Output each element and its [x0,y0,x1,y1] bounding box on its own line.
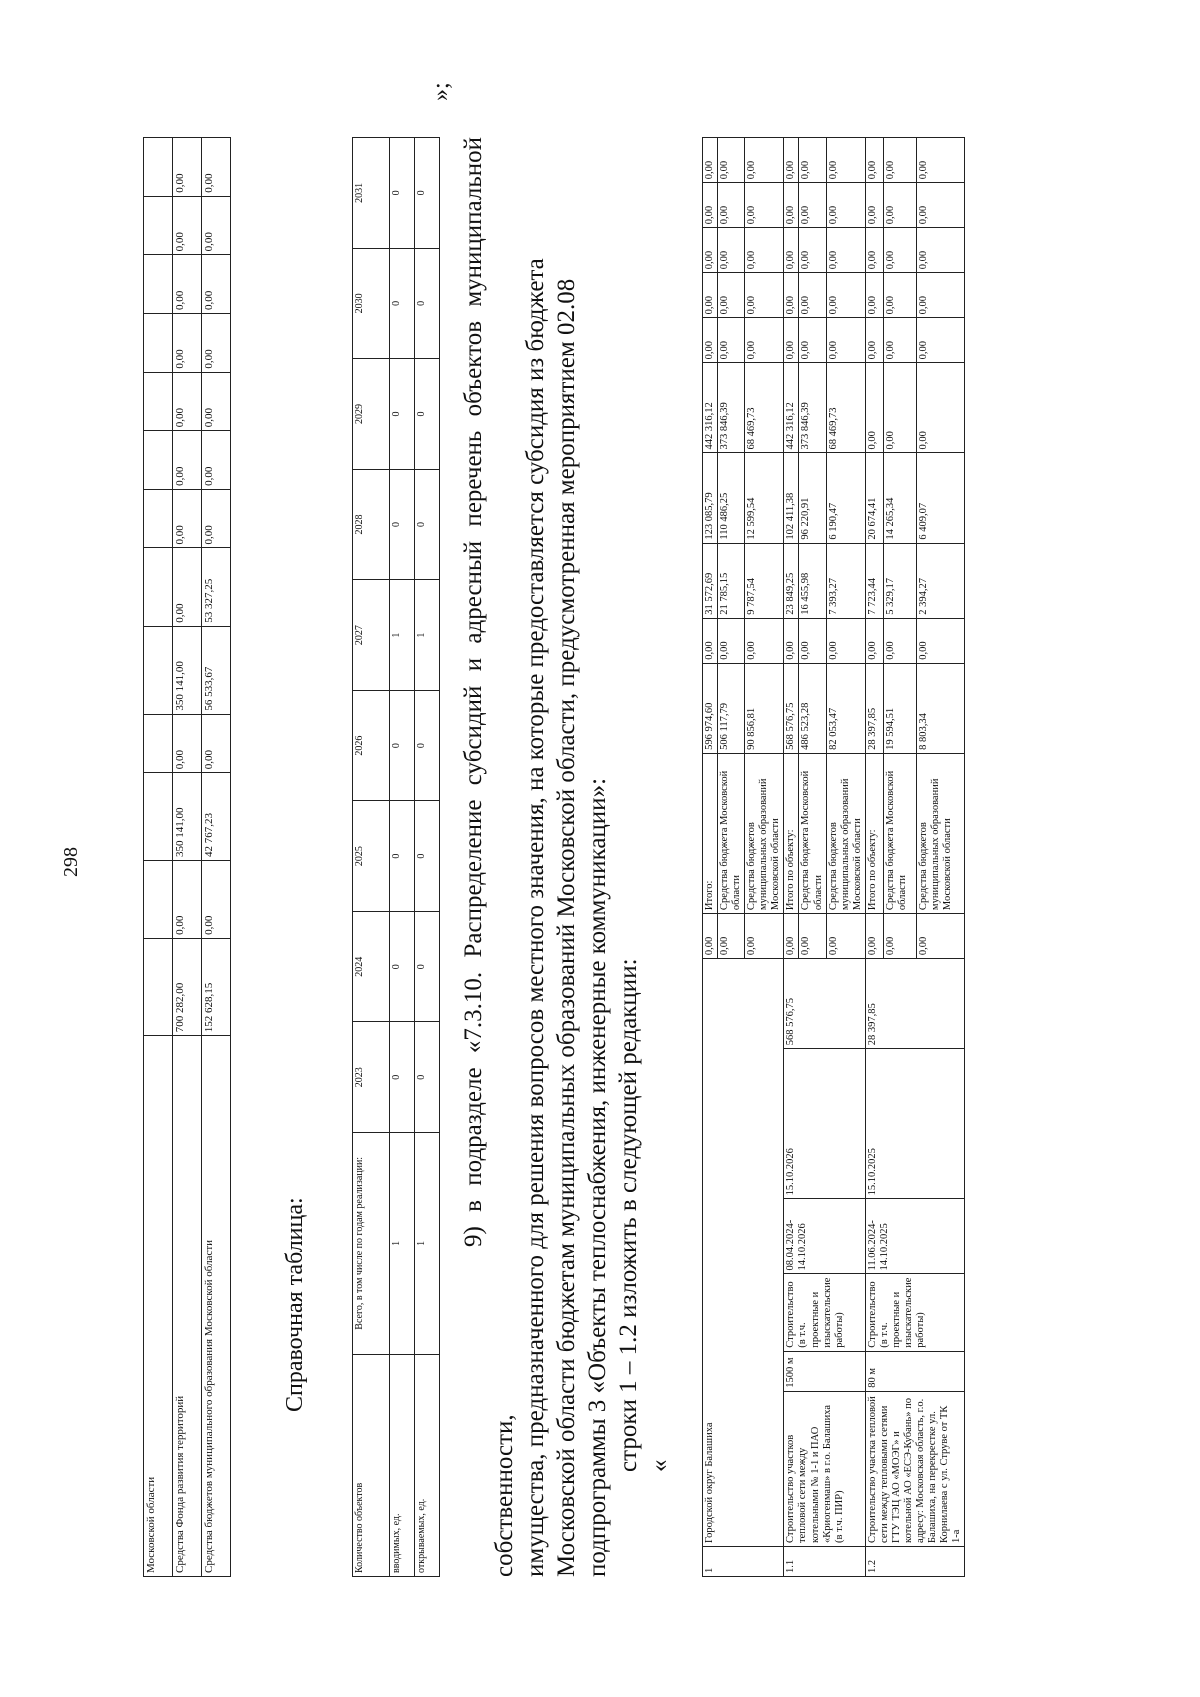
table-cell: 0,00 [917,914,965,959]
table-cell: 2 394,27 [917,543,965,618]
table-cell: 0,00 [202,138,231,197]
table-cell: 0,00 [884,228,917,273]
table-cell: 0,00 [718,914,745,959]
funding-source: Средства бюджета Московской области [718,753,745,913]
table-row [173,138,202,1577]
table-cell: 0,00 [865,183,883,228]
table-cell: 0,00 [745,183,784,228]
table-cell: 0,00 [784,228,799,273]
table-cell: 21 785,15 [718,543,745,618]
table-cell: 373 846,39 [718,363,745,453]
table-cell: 0,00 [799,618,826,663]
table-cell: 0,00 [745,273,784,318]
table-header-row [353,138,390,1577]
table-cell: 0,00 [745,914,784,959]
table-cell: 102 411,38 [784,453,799,543]
table-cell: 0,00 [826,183,865,228]
column-header: 2027 [353,580,390,691]
column-header: Всего, в том числе по годам реализации: [353,1133,390,1355]
reference-table [352,137,440,1577]
table-cell: 31 572,69 [703,543,718,618]
table-cell: 0,00 [703,183,718,228]
table-cell: 568 576,75 [784,663,799,753]
table-cell: 0,00 [718,318,745,363]
table-cell [144,489,173,548]
table-cell: 28 397,85 [865,663,883,753]
funding-source: Средства бюджетов муниципальных образований Московской области [917,753,965,913]
table-cell [144,773,173,861]
work-type: Строительство (в т.ч. проектные и изыскательские работы) [784,1274,865,1351]
table-cell: 0,00 [202,196,231,255]
table-cell: 1 [390,580,415,691]
row-label: Средства бюджетов муниципального образования Московской области [202,1036,231,1577]
table-cell: 0,00 [784,273,799,318]
table-cell: 82 053,47 [826,663,865,753]
table-cell: 442 316,12 [784,363,799,453]
table-cell: 42 767,23 [202,773,231,861]
table-cell: 0,00 [173,431,202,490]
table-cell: 0,00 [884,318,917,363]
municipality-title: Городской округ Балашиха [703,959,784,1547]
table-cell: 56 533,67 [202,626,231,714]
table-cell: 90 856,81 [745,663,784,753]
table-cell: 0 [390,138,415,249]
table-row [390,138,415,1577]
table-cell: 0,00 [865,914,883,959]
table-cell: 0,00 [799,138,826,183]
table-cell: 0,00 [917,228,965,273]
table-cell: 0,00 [917,273,965,318]
table-cell: 0,00 [173,489,202,548]
table-cell: 0,00 [703,914,718,959]
table-cell: 0,00 [173,714,202,773]
table-cell: 0,00 [865,318,883,363]
table-cell: 0 [415,801,440,912]
table-cell: 0 [390,690,415,801]
table-row [784,138,799,1577]
table-cell: 23 849,25 [784,543,799,618]
column-header: 2028 [353,469,390,580]
table-cell: 0,00 [745,318,784,363]
table-cell: 0,00 [173,313,202,372]
table-cell: 0,00 [917,363,965,453]
table-cell: 0 [390,469,415,580]
table-cell: 0,00 [703,273,718,318]
column-header: 2029 [353,359,390,470]
table-cell: 0,00 [703,318,718,363]
table-cell [144,548,173,626]
object-name: Строительство участка тепловой сети между тепловыми сетями ГТУ ТЭЦ АО «МОЭГ» и котельной АО «ЕСЭ-Кубань» по адресу: Московская область, г.о. Балашиха, на перекрестке ул. Корнилаева с ул. Струве от ТК 1-а [865,1391,965,1546]
column-header: 2023 [353,1022,390,1133]
column-header: 2026 [353,690,390,801]
table-cell: 0,00 [202,431,231,490]
table-cell: 123 085,79 [703,453,718,543]
table-cell: 486 523,28 [799,663,826,753]
table-cell [144,372,173,431]
reference-caption: Справочная таблица: [282,1197,308,1412]
table-cell: 0 [390,911,415,1022]
table-cell: 1 [415,580,440,691]
table-cell: 0,00 [784,183,799,228]
opening-date: 15.10.2025 [865,1049,965,1199]
table-cell: 0,00 [826,914,865,959]
row-label: вводимых, ед. [390,1354,415,1576]
funding-source: Средства бюджета Московской области [884,753,917,913]
object-capacity: 1500 м [784,1351,865,1391]
table-cell: 596 974,60 [703,663,718,753]
table-cell: 0,00 [826,138,865,183]
table-cell [144,313,173,372]
table-cell: 7 393,27 [826,543,865,618]
table-cell: 0 [415,359,440,470]
table-cell [144,138,173,197]
table-cell: 7 723,44 [865,543,883,618]
table-cell: 0 [390,1022,415,1133]
table-cell: 0,00 [799,318,826,363]
table-cell: 0,00 [784,318,799,363]
table-cell: 0,00 [884,914,917,959]
paragraph-line: Московской области бюджетам муниципальных образований Московской области, предусмотренная мероприятием 02.08 [553,278,580,1577]
table-cell: 0 [390,248,415,359]
table-cell: 0,00 [917,138,965,183]
table-row [144,138,173,1577]
page-number: 298 [60,847,82,877]
table-cell: 0,00 [173,861,202,939]
table-cell: 0,00 [202,489,231,548]
table-cell: 0,00 [718,273,745,318]
row-number: 1 [703,1546,784,1576]
row-label: открываемых, ед. [415,1354,440,1576]
closing-quote-mark: »; [428,82,454,101]
table-cell [144,714,173,773]
table-cell: 0,00 [826,228,865,273]
table-cell: 0,00 [865,138,883,183]
column-header: 2024 [353,911,390,1022]
paragraph-line: строки 1 – 1.2 изложить в следующей редакции: [615,958,642,1472]
table-cell: 0,00 [784,138,799,183]
table-cell: 506 117,79 [718,663,745,753]
table-cell [144,861,173,939]
table-cell [144,255,173,314]
table-cell: 0,00 [884,138,917,183]
row-label: Московской области [144,1036,173,1577]
table-cell: 442 316,12 [703,363,718,453]
table-cell: 0,00 [799,183,826,228]
row-number: 1.2 [865,1546,965,1576]
table-cell [144,431,173,490]
paragraph-line: имущества, предназначенного для решения вопросов местного значения, на которые предоставляется субсидия из бюджета [522,258,549,1577]
table-cell: 0 [415,138,440,249]
table-cell: 0,00 [173,548,202,626]
table-cell: 0,00 [745,138,784,183]
table-row [703,138,718,1577]
table-cell: 12 599,54 [745,453,784,543]
object-capacity: 80 м [865,1351,965,1391]
table-cell: 0 [415,1022,440,1133]
funding-source: Средства бюджетов муниципальных образований Московской области [745,753,784,913]
table-cell: 5 329,17 [884,543,917,618]
table-cell: 0,00 [718,183,745,228]
table-cell: 16 455,98 [799,543,826,618]
table-cell: 53 327,25 [202,548,231,626]
object-name: Строительство участков тепловой сети между котельными № 1-1 и ПАО «Криогенмаш» в г.о. Балашиха (в т.ч. ПИР) [784,1391,865,1546]
object-cost: 568 576,75 [784,959,865,1049]
table-cell: 110 486,25 [718,453,745,543]
table-cell: 0,00 [826,318,865,363]
amendment-paragraph [458,32,675,1577]
table-cell: 8 803,34 [917,663,965,753]
table-row [415,138,440,1577]
work-period: 08.04.2024-14.10.2026 [784,1199,865,1274]
table-cell: 0,00 [865,228,883,273]
table-cell: 0,00 [884,183,917,228]
table-cell: 0,00 [799,914,826,959]
table-cell: 0,00 [917,318,965,363]
row-label: Средства Фонда развития территорий [173,1036,202,1577]
table-cell: 0,00 [917,618,965,663]
table-cell: 6 190,47 [826,453,865,543]
table-cell: 1 [415,1133,440,1355]
table-cell: 0,00 [718,138,745,183]
table-cell: 0,00 [202,313,231,372]
table-cell: 0,00 [202,372,231,431]
table-cell: 20 674,41 [865,453,883,543]
table-cell [144,938,173,1035]
column-header: 2030 [353,248,390,359]
work-period: 11.06.2024-14.10.2025 [865,1199,965,1274]
table-cell: 350 141,00 [173,626,202,714]
table-cell: 0,00 [718,228,745,273]
table-cell: 0,00 [173,196,202,255]
table-cell: 0,00 [884,618,917,663]
table-cell: 0 [415,469,440,580]
table-cell: 0,00 [202,255,231,314]
opening-date: 15.10.2026 [784,1049,865,1199]
table-cell [144,626,173,714]
table-cell [144,196,173,255]
table-cell: 0 [415,690,440,801]
funding-source: Средства бюджетов муниципальных образований Московской области [826,753,865,913]
table-cell: 0,00 [884,273,917,318]
table-cell: 14 265,34 [884,453,917,543]
table-cell: 0,00 [745,228,784,273]
opening-quote-mark: « [646,1459,673,1472]
table-cell: 0,00 [826,273,865,318]
top-funding-table [143,137,231,1577]
row-number: 1.1 [784,1546,865,1576]
table-cell: 0,00 [826,618,865,663]
table-cell: 0 [390,359,415,470]
table-cell: 152 628,15 [202,938,231,1035]
column-header: 2031 [353,138,390,249]
table-cell: 0,00 [865,273,883,318]
funding-source: Итого: [703,753,718,913]
table-cell: 0,00 [884,363,917,453]
funding-source: Средства бюджета Московской области [799,753,826,913]
table-cell: 0,00 [917,183,965,228]
table-cell: 0,00 [202,714,231,773]
object-cost: 28 397,85 [865,959,965,1049]
table-cell: 0,00 [703,228,718,273]
table-cell: 0,00 [173,372,202,431]
paragraph-line: 9) в подразделе «7.3.10. Распределение субсидий и адресный перечень объектов муниципальной собственности, [460,137,518,1577]
table-cell: 373 846,39 [799,363,826,453]
table-cell: 68 469,73 [745,363,784,453]
table-cell: 1 [390,1133,415,1355]
table-cell: 0 [415,911,440,1022]
table-cell: 0,00 [799,228,826,273]
table-cell: 0,00 [799,273,826,318]
table-cell: 0,00 [784,914,799,959]
table-cell: 0,00 [703,618,718,663]
table-row [865,138,883,1577]
table-cell: 0,00 [173,255,202,314]
table-cell: 0,00 [718,618,745,663]
table-cell: 0,00 [865,363,883,453]
table-cell: 0,00 [173,138,202,197]
table-cell: 96 220,91 [799,453,826,543]
table-cell: 0,00 [865,618,883,663]
table-cell: 0 [390,801,415,912]
table-cell: 350 141,00 [173,773,202,861]
funding-source: Итого по объекту: [865,753,883,913]
table-cell: 0,00 [202,861,231,939]
table-cell: 68 469,73 [826,363,865,453]
table-row [202,138,231,1577]
table-cell: 0 [415,248,440,359]
column-header: 2025 [353,801,390,912]
table-cell: 0,00 [703,138,718,183]
funding-source: Итого по объекту: [784,753,799,913]
table-cell: 0,00 [784,618,799,663]
paragraph-line: подпрограммы 3 «Объекты теплоснабжения, инженерные коммуникации»: [584,777,611,1577]
table-cell: 0,00 [745,618,784,663]
table-cell: 19 594,51 [884,663,917,753]
table-cell: 9 787,54 [745,543,784,618]
subsidy-objects-table [702,137,965,1577]
column-header: Количество объектов [353,1354,390,1576]
work-type: Строительство (в т.ч. проектные и изыскательские работы) [865,1274,965,1351]
table-cell: 700 282,00 [173,938,202,1035]
table-cell: 6 409,07 [917,453,965,543]
